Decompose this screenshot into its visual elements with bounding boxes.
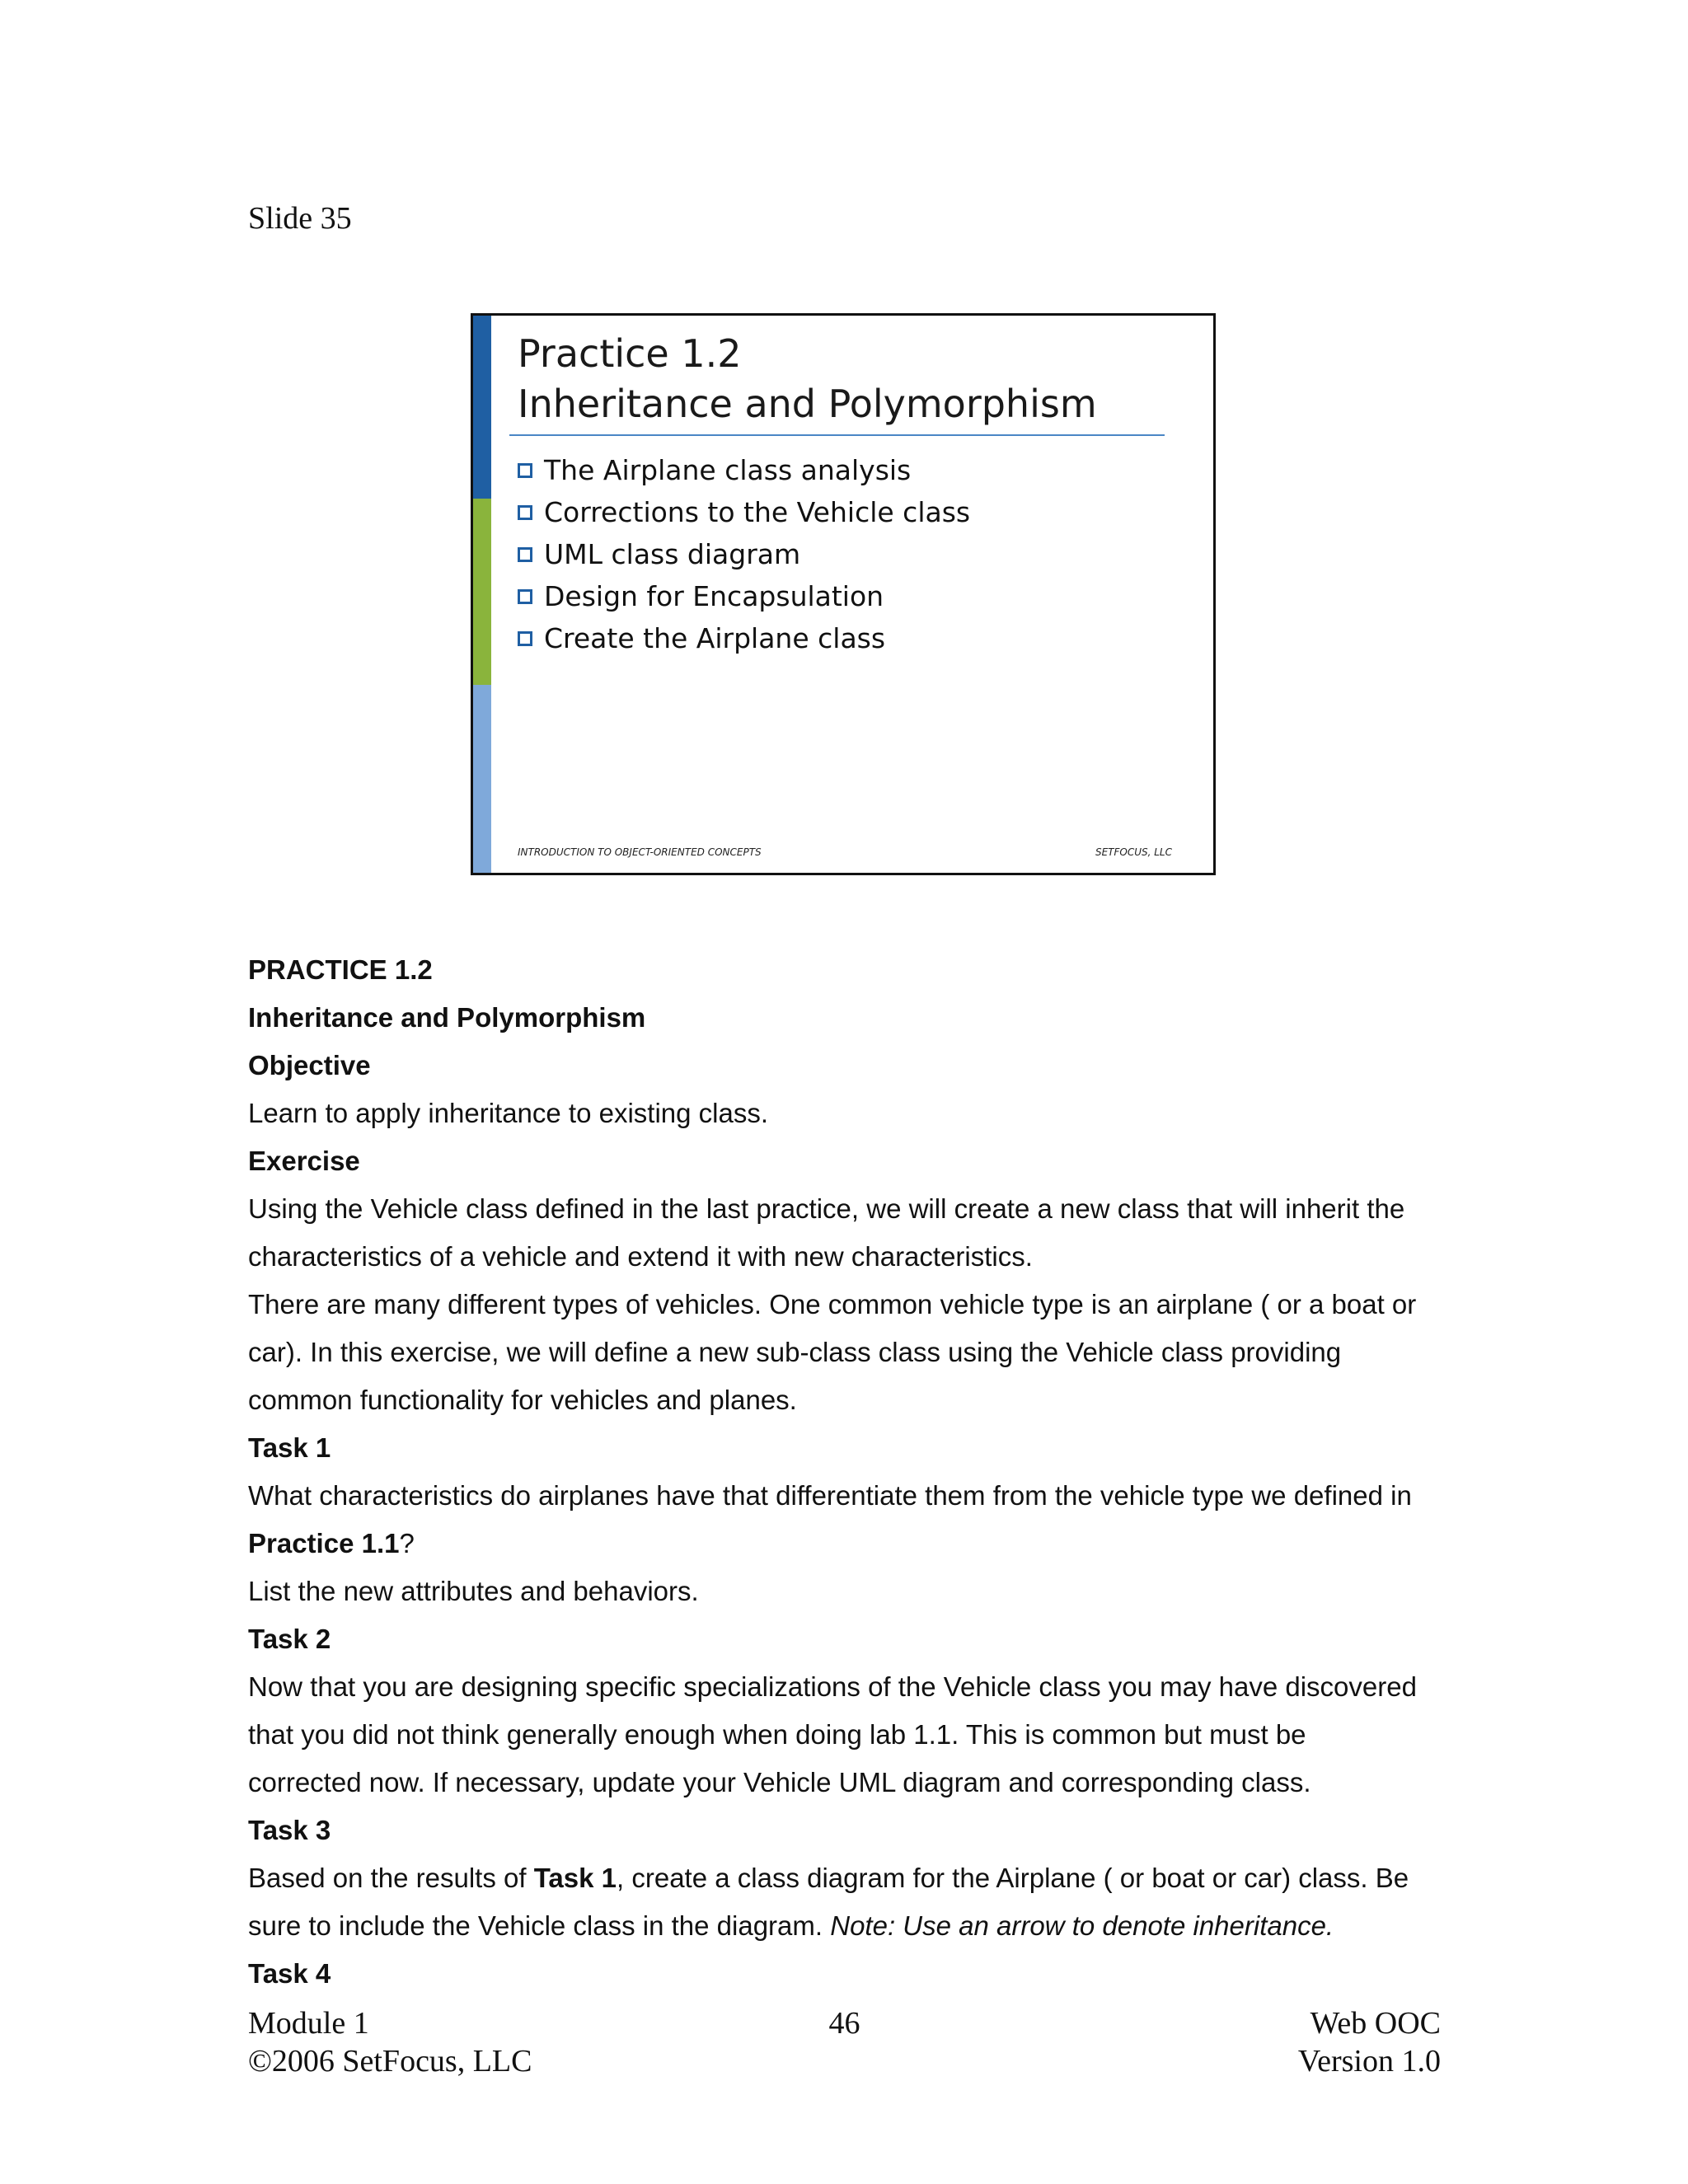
footer-center [829,2004,860,2042]
footer-version: Version 1.0 [1297,2044,1441,2079]
task3-text-pre: Based on the results of [248,1863,534,1893]
footer-left [248,2004,532,2080]
task1-reference-line [248,1520,1451,1568]
exercise-text-line: There are many different types of vehicles. One common vehicle type is an airplane ( or a boat or [248,1289,1417,1319]
task3-text: sure to include the Vehicle class in the diagram. [248,1910,831,1941]
slide-bullet-list [518,449,970,659]
slide-bullet-text: Design for Encapsulation [544,580,884,612]
practice-heading: PRACTICE 1.2 [248,954,433,985]
slide-title-line1: Practice 1.2 [518,331,742,376]
square-bullet-icon [518,589,532,604]
footer-module: Module 1 [248,2006,369,2041]
task1-text-line: List the new attributes and behaviors. [248,1576,699,1606]
exercise-text-line: car). In this exercise, we will define a new sub-class class using the Vehicle class providing [248,1337,1342,1367]
slide-label: Slide 35 [248,201,352,236]
task2-text-line: corrected now. If necessary, update your Vehicle UML diagram and corresponding class. [248,1767,1311,1797]
slide-bullet [518,533,970,575]
task1-text-line: What characteristics do airplanes have that differentiate them from the vehicle type we defined in [248,1480,1412,1511]
footer-right [1298,2004,1441,2080]
task1-reference-suffix: ? [399,1528,415,1558]
task1-heading: Task 1 [248,1432,331,1463]
slide-bullet-text: Create the Airplane class [544,622,886,654]
task2-heading: Task 2 [248,1624,331,1654]
task3-heading: Task 3 [248,1815,331,1845]
slide-bullet-text: UML class diagram [544,538,801,570]
square-bullet-icon [518,463,532,478]
exercise-text-line: characteristics of a vehicle and extend it with new characteristics. [248,1241,1033,1272]
objective-heading: Objective [248,1050,371,1080]
task2-text-line: that you did not think generally enough when doing lab 1.1. This is common but must be [248,1719,1306,1750]
task1-reference: Practice 1.1 [248,1528,400,1558]
exercise-text-line: Using the Vehicle class defined in the last practice, we will create a new class that will inherit the [248,1193,1405,1224]
slide-bullet-text: Corrections to the Vehicle class [544,496,971,528]
exercise-heading: Exercise [248,1146,360,1176]
page-number: 46 [828,2006,860,2041]
task2-text-line: Now that you are designing specific specializations of the Vehicle class you may have discovered [248,1671,1417,1702]
slide-bullet-text: The Airplane class analysis [544,454,912,486]
slide-title [518,329,1160,429]
task3-text-post: , create a class diagram for the Airplane ( or boat or car) class. Be [617,1863,1409,1893]
slide-bullet [518,617,970,659]
accent-bar-top [473,316,491,499]
task3-reference: Task 1 [533,1863,617,1893]
task3-text-line [248,1902,1451,1950]
task4-heading: Task 4 [248,1958,331,1989]
slide-accent-bar [473,316,491,873]
practice-title: Inheritance and Polymorphism [248,1002,646,1033]
slide-title-rule [509,434,1165,436]
slide-bullet [518,575,970,617]
square-bullet-icon [518,505,532,520]
practice-content [248,946,1451,1998]
slide-title-line2: Inheritance and Polymorphism [518,382,1097,426]
slide-footer-right: SETFOCUS, LLC [1095,846,1172,858]
task3-text-line [248,1854,1451,1902]
slide-thumbnail [471,313,1216,875]
slide-footer-left: INTRODUCTION TO OBJECT-ORIENTED CONCEPTS [518,846,762,858]
square-bullet-icon [518,631,532,646]
exercise-text-line: common functionality for vehicles and planes. [248,1385,797,1415]
square-bullet-icon [518,547,532,562]
slide-bullet [518,449,970,491]
footer-copyright: ©2006 SetFocus, LLC [248,2044,532,2079]
footer-course: Web OOC [1310,2006,1441,2041]
slide-bullet [518,491,970,533]
objective-text: Learn to apply inheritance to existing class. [248,1098,769,1128]
task3-note: Note: Use an arrow to denote inheritance. [830,1910,1334,1941]
accent-bar-middle [473,499,491,685]
accent-bar-bottom [473,685,491,873]
